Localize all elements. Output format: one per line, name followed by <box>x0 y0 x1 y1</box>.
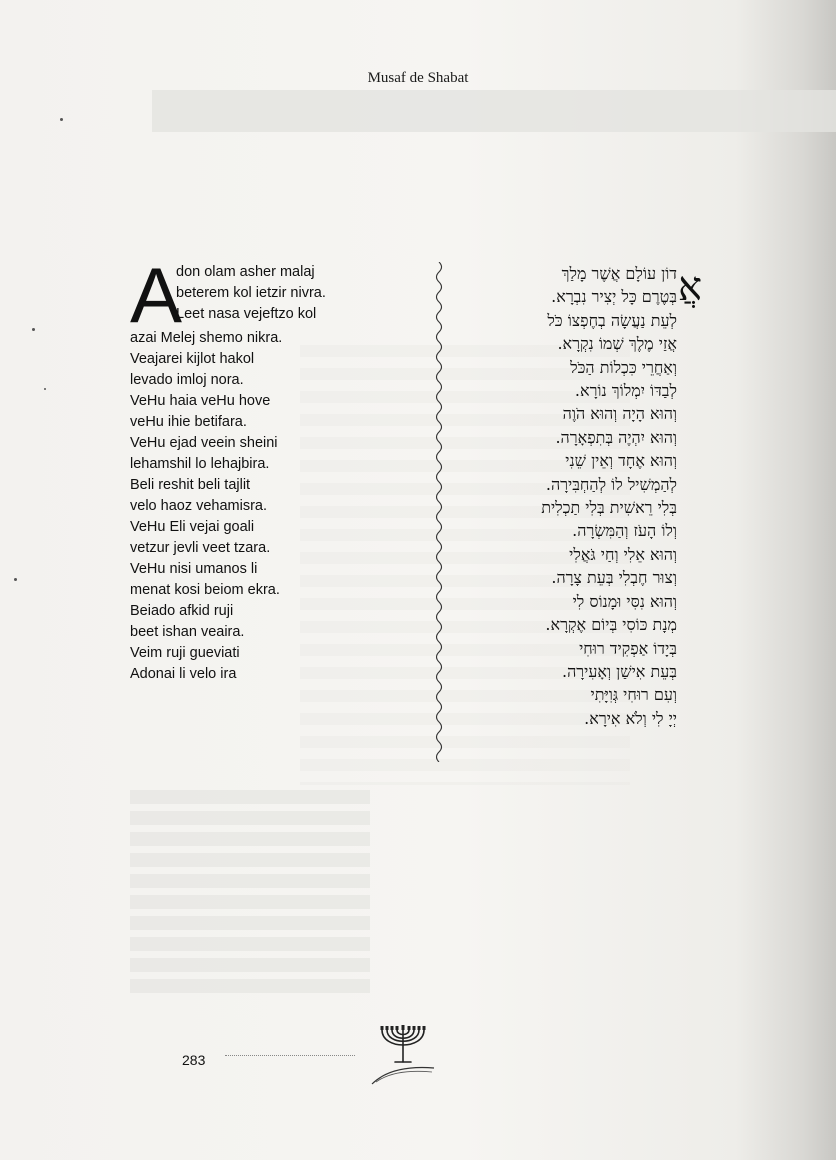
transliteration-line: menat kosi beiom ekra. <box>130 582 280 598</box>
bleed-through-band <box>152 90 836 132</box>
transliteration-line: VeHu Eli vejai goali <box>130 519 255 535</box>
transliteration-column <box>130 251 450 685</box>
print-speck <box>60 118 63 121</box>
hebrew-line: וְלוֹ הָעֹז וְהַמִּשְׂרָה. <box>572 521 677 541</box>
transliteration-line: Veim ruji gueviati <box>130 645 240 661</box>
hebrew-line: בְּעֵת אִישַׁן וְאָעִירָה. <box>562 661 677 681</box>
running-header: Musaf de Shabat <box>367 70 469 86</box>
transliteration-line: Veajarei kijlot hakol <box>130 351 255 367</box>
transliteration-line: azai Melej shemo nikra. <box>130 330 283 346</box>
transliteration-line: Beiado afkid ruji <box>130 603 234 619</box>
transliteration-line: Leet nasa vejeftzo kol <box>176 306 317 322</box>
hebrew-line: דוֹן עוֹלָם אֲשֶׁר מָלַךְ <box>561 264 677 283</box>
drop-cap: A <box>130 251 183 339</box>
hebrew-drop-cap: אֲ <box>678 264 703 310</box>
transliteration-line: beterem kol ietzir nivra. <box>176 285 326 301</box>
wavy-column-divider <box>428 262 450 762</box>
hebrew-line: אֲזַי מֶלֶךְ שְׁמוֹ נִקְרָא. <box>557 334 677 354</box>
hebrew-line: וְצוּר חֶבְלִי בְּעֵת צָרָה. <box>551 568 677 588</box>
transliteration-line: don olam asher malaj <box>176 264 315 280</box>
transliteration-line: velo haoz vehamisra. <box>130 498 268 514</box>
transliteration-line: Beli reshit beli tajlit <box>130 477 251 493</box>
hebrew-line: יְיָ לִי וְלֹא אִירָא. <box>584 708 677 728</box>
hebrew-line: וְעִם רוּחִי גְּוִיָּתִי <box>590 685 677 705</box>
menorah-icon <box>368 1022 438 1086</box>
hebrew-line: לְבַדּוֹ יִמְלוֹךְ נוֹרָא. <box>574 381 677 401</box>
hebrew-line: מְנָת כּוֹסִי בְּיוֹם אֶקְרָא. <box>545 615 677 635</box>
hebrew-line: וְהוּא אֶחָד וְאֵין שֵׁנִי <box>565 451 677 471</box>
print-speck <box>44 388 46 390</box>
hebrew-line: וְאַחֲרֵי כִּכְלוֹת הַכֹּל <box>570 357 677 377</box>
hebrew-line: וְהוּא נִסִּי וּמָנוֹס לִי <box>572 591 677 611</box>
transliteration-line: lehamshil lo lehajbira. <box>130 456 270 472</box>
transliteration-line: beet ishan veaira. <box>130 624 245 640</box>
hebrew-line: בְּטֶרֶם כָּל יְצִיר נִבְרָא. <box>551 287 677 307</box>
hebrew-line: וְהוּא יִהְיֶה בְּתִפְאָרָה. <box>555 427 677 447</box>
hebrew-line: לְהַמְשִׁיל לוֹ לְהַחְבִּירָה. <box>545 474 677 494</box>
transliteration-line: Adonai li velo ira <box>130 666 237 682</box>
transliteration-line: vetzur jevli veet tzara. <box>130 540 271 556</box>
hebrew-column <box>455 262 677 730</box>
hebrew-line: וְהוּא אֵלִי וְחַי גֹּאֲלִי <box>569 544 677 564</box>
footer-rule <box>225 1055 355 1056</box>
page-number: 283 <box>182 1052 206 1068</box>
transliteration-line: veHu ihie betifara. <box>130 414 247 430</box>
print-speck <box>14 578 17 581</box>
hebrew-line: לְעֵת נַעֲשָׂה בְחֶפְצוֹ כֹּל <box>547 310 677 330</box>
transliteration-line: levado imloj nora. <box>130 372 244 388</box>
transliteration-line: VeHu nisi umanos li <box>130 561 258 577</box>
hebrew-line: בְּיָדוֹ אַפְקִיד רוּחִי <box>579 638 677 658</box>
print-speck <box>32 328 35 331</box>
hebrew-line: בְּלִי רֵאשִׁית בְּלִי תַכְלִית <box>541 498 677 518</box>
hebrew-line: וְהוּא הָיָה וְהוּא הֹוֶה <box>562 404 677 424</box>
transliteration-line: VeHu ejad veein sheini <box>130 435 278 451</box>
bleed-through-text-block-lower <box>130 790 370 1000</box>
transliteration-line: VeHu haia veHu hove <box>130 393 271 409</box>
